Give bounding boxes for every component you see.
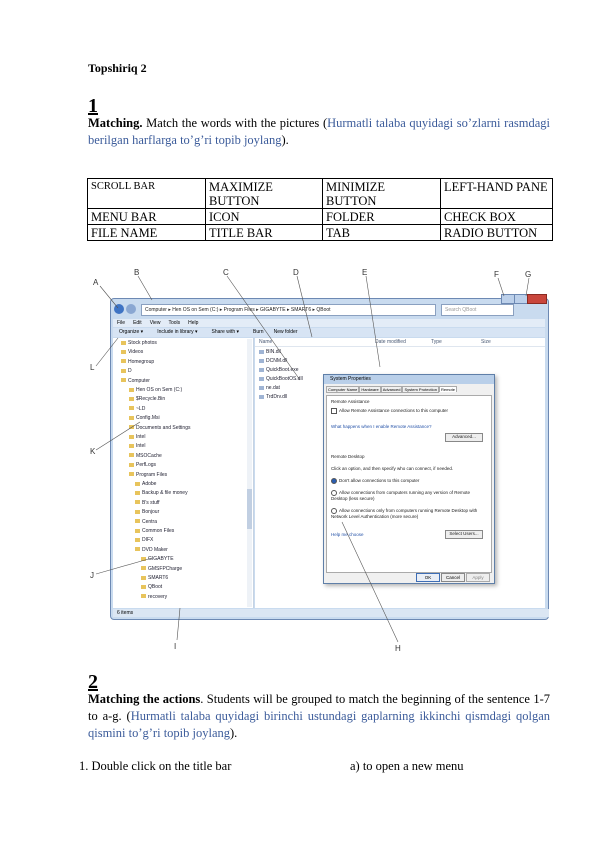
leader-line xyxy=(177,608,180,640)
label-letter: J xyxy=(90,571,94,580)
tree-item-label: ~LD xyxy=(136,405,146,412)
tree-item-label: Backup & file money xyxy=(142,490,188,497)
table-row xyxy=(88,209,553,225)
address-bar[interactable]: Computer ▸ Hen OS on Sem (C:) ▸ Program Files ▸ GIGABYTE ▸ SMART6 ▸ QBoot xyxy=(141,304,436,316)
advanced-button[interactable]: Advanced... xyxy=(445,433,483,442)
table-cell: SCROLL BAR xyxy=(88,179,206,209)
section-2-instruction xyxy=(88,691,550,742)
ra-link[interactable]: What happens when I enable Remote Assistance? xyxy=(331,424,432,429)
tree-item-label: Program Files xyxy=(136,471,168,478)
tree-item-label: Config.Msi xyxy=(136,415,160,422)
apply-button[interactable]: Apply xyxy=(466,573,490,582)
menu-item[interactable]: Edit xyxy=(133,320,142,326)
tree-item-label: MSOCache xyxy=(136,452,162,459)
table-row xyxy=(88,179,553,209)
tree-item-label: Videos xyxy=(128,349,144,356)
tree-item-label: Intel xyxy=(136,443,146,450)
file-name: ne.dat xyxy=(266,385,280,391)
table-cell: CHECK BOX xyxy=(441,209,553,225)
vocab-table xyxy=(87,178,553,241)
section-1-end: ). xyxy=(281,133,289,147)
tree-item-label: Stock photos xyxy=(128,340,157,346)
toolbar-include[interactable]: Include in library ▾ xyxy=(157,329,198,335)
table-cell: FOLDER xyxy=(323,209,441,225)
section-2-lead: Matching the actions xyxy=(88,692,201,706)
leader-line xyxy=(498,278,504,296)
opt3-label: Allow connections only from computers running Remote Desktop with Network Level Authentication (more secure) xyxy=(331,508,478,520)
column-size[interactable]: Size xyxy=(481,339,491,345)
tree-item-label: Common Files xyxy=(142,528,175,534)
tree-item-label: SMART6 xyxy=(148,575,169,581)
label-letter: H xyxy=(395,644,401,653)
status-bar: 6 items xyxy=(113,609,549,617)
label-letter: L xyxy=(90,363,95,372)
section-2-uz-text: Hurmatli talaba quyidagi birinchi ustundagi gaplarning ikkinchi qismdagi qolgan qismini to’g’ri topib joylang xyxy=(88,709,550,740)
menu-item[interactable]: File xyxy=(117,320,126,326)
remote-assistance-label: Remote Assistance xyxy=(331,399,370,404)
column-name[interactable]: Name xyxy=(259,339,273,345)
label-letter: B xyxy=(134,268,140,277)
leader-line xyxy=(138,276,152,300)
tree-item-label: Computer xyxy=(128,377,150,384)
label-letter: E xyxy=(362,268,368,277)
tree-item-label: $Recycle.Bin xyxy=(136,396,166,403)
column-type[interactable]: Type xyxy=(431,339,442,345)
label-letter: I xyxy=(174,642,177,651)
explorer-figure xyxy=(80,262,550,652)
leader-line xyxy=(100,286,118,308)
tree-item-label: GIGABYTE xyxy=(148,556,174,563)
tree-item-label: Bonjour xyxy=(142,509,160,516)
dialog-title-bar: System Properties xyxy=(324,375,494,384)
leader-line xyxy=(96,338,118,366)
table-cell: LEFT-HAND PANE xyxy=(441,179,553,209)
table-cell: FILE NAME xyxy=(88,225,206,241)
leader-line xyxy=(96,558,152,574)
tree-item-label: B's stuff xyxy=(142,499,160,506)
section-1-number: 1 xyxy=(88,95,98,117)
tree-item-label: D xyxy=(128,368,132,375)
tree-item-label: Centra xyxy=(142,518,158,525)
leader-line xyxy=(342,522,398,642)
section-1-instruction xyxy=(88,115,550,149)
section-1-uz-text: Hurmatli talaba quyidagi so’zlarni rasmdagi berilgan harflarga to’g’ri topib joylang xyxy=(88,116,551,147)
section-1-lead: Matching. xyxy=(88,116,143,130)
leader-line xyxy=(526,278,529,296)
leader-line xyxy=(96,422,140,450)
tree-item-label: Intel xyxy=(136,434,146,440)
section-2-end: ). xyxy=(230,726,238,740)
tree-item-label: QBoot xyxy=(148,584,163,591)
allow-ra-label: Allow Remote Assistance connections to this computer xyxy=(339,408,449,414)
toolbar-share[interactable]: Share with ▾ xyxy=(211,329,240,335)
label-letter: C xyxy=(223,268,229,277)
label-letter: A xyxy=(93,278,99,287)
label-letter: G xyxy=(525,270,532,279)
table-cell: MAXIMIZE BUTTON xyxy=(206,179,323,209)
file-name: QuickBoot.exe xyxy=(266,367,299,373)
menu-item[interactable]: Help xyxy=(188,320,199,326)
toolbar-new-folder[interactable]: New folder xyxy=(273,329,298,335)
leader-line xyxy=(366,276,380,367)
tab-computer-name[interactable]: Computer Name xyxy=(328,387,358,392)
table-cell: ICON xyxy=(206,209,323,225)
tree-item-label: Documents and Settings xyxy=(136,424,191,431)
matching-item-1: 1. Double click on the title bar xyxy=(79,759,232,773)
file-name: BIN.dll xyxy=(266,349,281,355)
table-cell: MENU BAR xyxy=(88,209,206,225)
tab-advanced[interactable]: Advanced xyxy=(382,387,401,392)
label-letter: F xyxy=(494,270,499,279)
file-name: DCNM.dll xyxy=(266,358,288,364)
tree-item-label: recovery xyxy=(148,593,168,600)
tree-item-label: Hen OS on Sem (C:) xyxy=(136,387,183,393)
matching-item-a: a) to open a new menu xyxy=(350,759,464,773)
tab-remote[interactable]: Remote xyxy=(440,387,455,392)
section-2-number: 2 xyxy=(88,671,98,693)
tab-system-protection[interactable]: System Protection xyxy=(404,387,437,392)
leader-lines xyxy=(80,262,550,652)
opt2-label: Allow connections from computers running any version of Remote Desktop (less secure) xyxy=(331,490,471,502)
ok-button[interactable]: OK xyxy=(416,573,440,582)
label-letter: D xyxy=(293,268,299,277)
tree-item-label: Homegroup xyxy=(128,358,155,365)
leader-line xyxy=(227,276,300,380)
menu-item[interactable]: View xyxy=(149,320,161,326)
search-input[interactable]: Search QBoot xyxy=(441,304,514,316)
leader-line xyxy=(297,276,312,337)
tree-item-label: DIFX xyxy=(142,537,154,544)
remote-desktop-label: Remote Desktop xyxy=(331,454,365,459)
table-row xyxy=(88,225,553,241)
opt1-label: Don't allow connections to this computer xyxy=(339,478,420,484)
tab-hardware[interactable]: Hardware xyxy=(361,387,379,392)
toolbar-burn[interactable]: Burn xyxy=(253,329,264,335)
file-name: TrdDrv.dll xyxy=(266,394,288,400)
section-2-text: . Students will be grouped to match the beginning of the sentence 1-7 to a-g. ( xyxy=(88,692,550,723)
tree-item-label: Adobe xyxy=(142,481,157,487)
toolbar-organize[interactable]: Organize ▾ xyxy=(119,329,144,335)
table-cell: TAB xyxy=(323,225,441,241)
help-link[interactable]: Help me choose xyxy=(331,532,364,537)
menu-item[interactable]: Tools xyxy=(168,320,181,326)
rd-hint: Click an option, and then specify who can connect, if needed. xyxy=(331,466,454,471)
cancel-button[interactable]: Cancel xyxy=(441,573,465,582)
label-letter: K xyxy=(90,447,96,456)
table-cell: RADIO BUTTON xyxy=(441,225,553,241)
file-name: QuickBootOS.dll xyxy=(266,376,303,382)
table-cell: TITLE BAR xyxy=(206,225,323,241)
tree-item-label: DVD Maker xyxy=(142,546,168,553)
section-1-text: Match the words with the pictures ( xyxy=(142,116,328,130)
tree-item-label: PerfLogs xyxy=(136,462,157,469)
select-users-button[interactable]: Select Users... xyxy=(445,530,483,539)
tree-item-label: GMSFPCharge xyxy=(148,565,183,572)
table-cell: MINIMIZE BUTTON xyxy=(323,179,441,209)
task-heading: Topshiriq 2 xyxy=(88,61,147,75)
column-date[interactable]: Date modified xyxy=(375,339,406,345)
